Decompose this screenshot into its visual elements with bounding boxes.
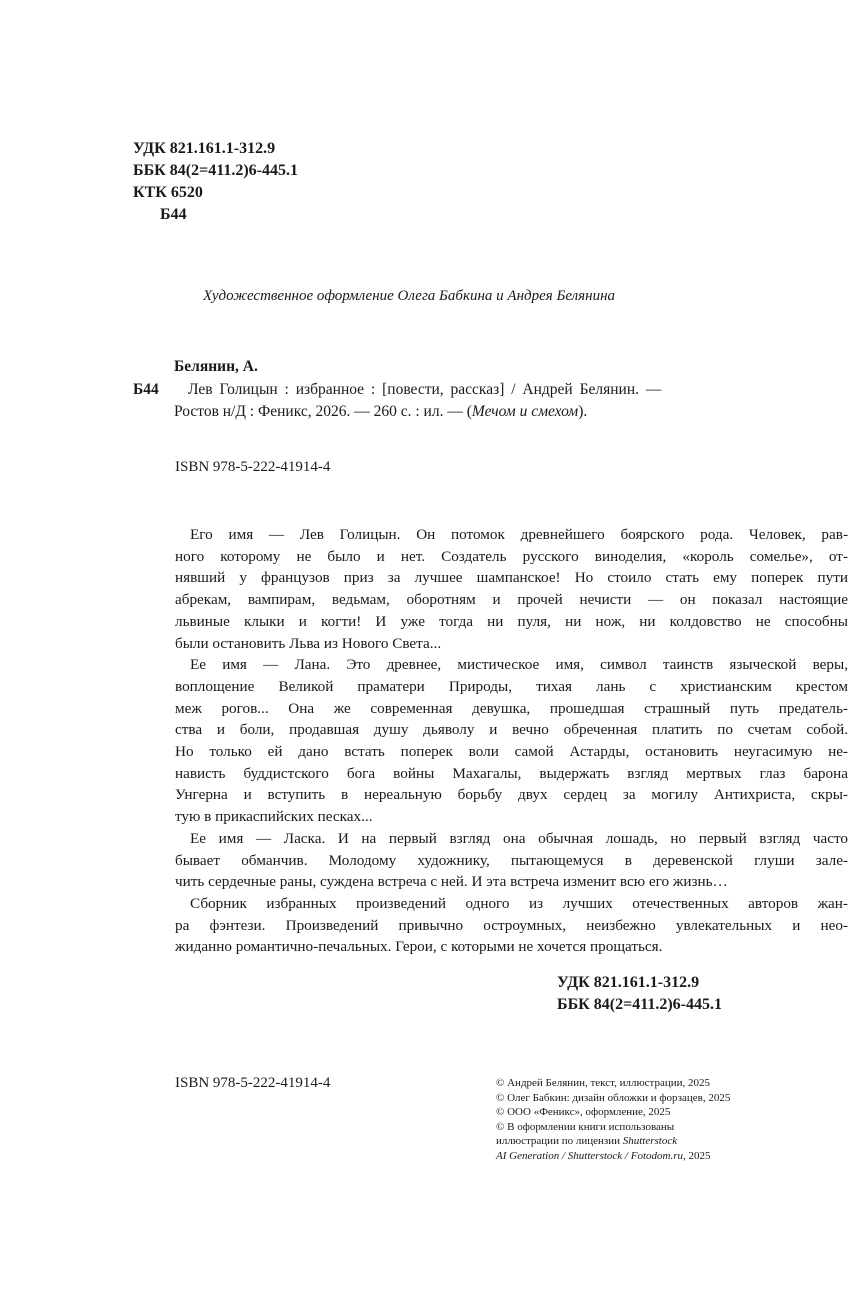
entry-imprint — [133, 401, 673, 424]
copyright-line: © В оформлении книги использованы — [496, 1120, 675, 1133]
copyright-line: © ООО «Феникс», оформление, 2025 — [496, 1106, 671, 1118]
annotation-line: тую в прикаспийских песках... — [175, 808, 373, 826]
annotation-line: абрекам, вампирам, ведьмам, оборотням и прочей нечисти — он показал настоящие — [175, 591, 848, 609]
annotation-line: бывает обманчив. Молодому художнику, пытающемуся в деревенской глуши зале- — [175, 851, 848, 869]
annotation-paragraph — [175, 893, 848, 958]
image-sources: AI Generation / Shutterstock / Fotodom.ru — [496, 1149, 683, 1162]
copyright-line: © Олег Бабкин: дизайн обложки и форзацев, 2025 — [496, 1091, 731, 1104]
copyright-block — [496, 1076, 730, 1163]
annotation-line: воплощение Великой праматери Природы, тихая лань с христианским крестом — [175, 677, 848, 695]
series-name: Мечом и смехом — [471, 403, 579, 420]
footer-udk: УДК 821.161.1-312.9 — [557, 974, 700, 991]
annotation-paragraph — [175, 828, 848, 893]
annotation-line: Его имя — Лев Голицын. Он потомок древнейшего боярского рода. Человек, рав- — [190, 526, 848, 543]
annotation-line: были остановить Льва из Нового Света... — [175, 634, 442, 652]
annotation-line: Но только ей дано встать поперек воли самой Астарды, остановить неугасимую не- — [175, 743, 848, 761]
udk-code: УДК 821.161.1-312.9 — [133, 140, 276, 157]
author-mark: Б44 — [160, 206, 187, 223]
annotation-line: Ее имя — Лана. Это древнее, мистическое имя, символ таинств языческой веры, — [190, 656, 848, 674]
annotation-line: ного которому не было и нет. Создатель русского виноделия, «король сомелье», от- — [175, 547, 848, 565]
annotation-line: Унгерна и вступить в нереальную борьбу двух сердец за могилу Антихриста, скры- — [175, 786, 848, 804]
entry-mark: Б44 — [133, 380, 159, 398]
license-text: иллюстрации по лицензии — [496, 1135, 623, 1147]
isbn-bottom: ISBN 978-5-222-41914-4 — [175, 1075, 331, 1091]
annotation-line: меж рогов... Она же современная девушка, прошедшая страшный путь предатель- — [175, 699, 848, 717]
entry-author: Белянин, А. — [174, 358, 258, 375]
annotation-line: нависть буддистского бога войны Махагалы, выдержать взгляд мертвых глаз барона — [175, 764, 848, 782]
annotation-line: львиные клыки и когти! И уже тогда ни пуля, ни нож, ни колдовство не способны — [175, 612, 848, 630]
copyright-line — [496, 1134, 730, 1149]
isbn-top: ISBN 978-5-222-41914-4 — [175, 459, 331, 475]
license-source: Shutterstock — [622, 1135, 678, 1147]
design-credit: Художественное оформление Олега Бабкина и Андрея Белянина — [203, 288, 616, 304]
bibliographic-entry — [133, 356, 673, 424]
annotation-paragraph — [175, 524, 848, 654]
imprint-text: Ростов н/Д : Феникс, 2026. — 260 с. : ил. — ( — [174, 403, 472, 420]
footer-bbk: ББК 84(2=411.2)6-445.1 — [557, 996, 722, 1013]
annotation-line: Ее имя — Ласка. И на первый взгляд она обычная лошадь, но первый взгляд часто — [190, 829, 848, 847]
annotation-line: нявший у французов приз за лучшее шампанское! Но стоило стать ему поперек пути — [175, 569, 848, 587]
annotation-line: ства и боли, продавшая душу дьяволу и вечно обреченная платить по счетам собой. — [175, 721, 848, 739]
annotation-paragraph — [175, 654, 848, 828]
imprint-end: ). — [578, 403, 588, 420]
classification-codes — [133, 138, 298, 226]
copyright-line: © Андрей Белянин, текст, иллюстрации, 2025 — [496, 1077, 711, 1089]
entry-title: Лев Голицын : избранное : [повести, рассказ] / Андрей Белянин. — — [188, 380, 662, 398]
annotation-line: Сборник избранных произведений одного из лучших отечественных авторов жан- — [190, 894, 848, 912]
annotation-line: ра фэнтези. Произведений привычно остроумных, неизбежно увлекательных и нео- — [175, 916, 848, 934]
footer-codes — [557, 972, 722, 1016]
annotation-line: жиданно романтично-печальных. Герои, с которыми не хочется прощаться. — [175, 938, 663, 956]
ktk-code: КТК 6520 — [133, 184, 203, 201]
annotation — [175, 524, 848, 958]
annotation-line: чить сердечные раны, суждена встреча с ней. И эта встреча изменит всю его жизнь… — [175, 873, 728, 891]
image-year: , 2025 — [682, 1149, 711, 1162]
copyright-line — [496, 1149, 730, 1164]
bbk-code: ББК 84(2=411.2)6-445.1 — [133, 162, 298, 179]
